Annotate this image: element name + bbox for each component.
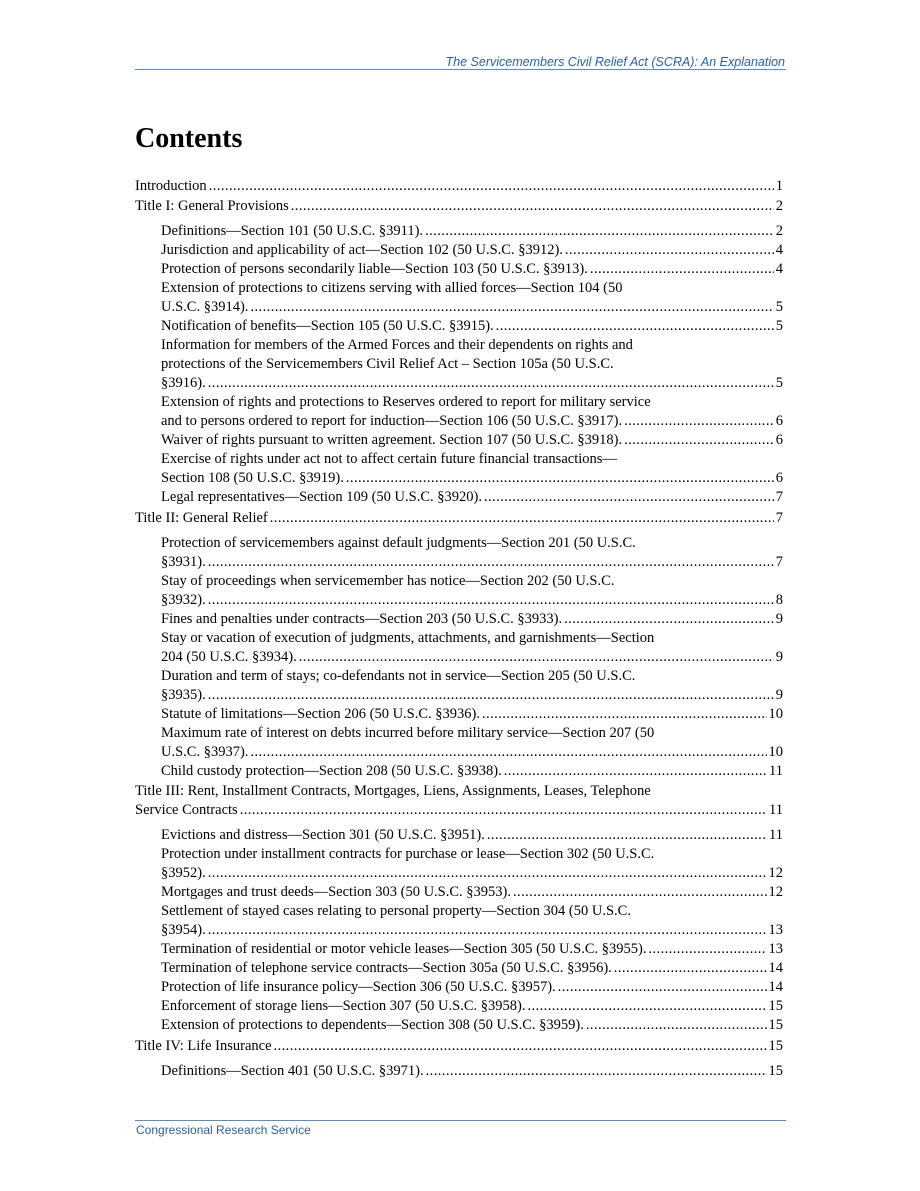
toc-page-number: 5: [775, 299, 783, 315]
toc-entry-text: §3954).: [161, 922, 206, 938]
toc-entry-text: Enforcement of storage liens—Section 307 (50 U.S.C. §3958).: [161, 998, 526, 1014]
toc-section-entry[interactable]: [161, 826, 783, 845]
dot-leader: [208, 686, 774, 705]
toc-section-entry[interactable]: [161, 940, 783, 959]
toc-section-entry[interactable]: [161, 724, 783, 762]
toc-entry-text: U.S.C. §3937).: [161, 743, 249, 760]
toc-page-number: 12: [768, 865, 783, 881]
toc-title-entry[interactable]: [135, 509, 783, 528]
toc-section-entry[interactable]: [161, 959, 783, 978]
dot-leader: [482, 705, 767, 724]
toc-entry-text: Definitions—Section 401 (50 U.S.C. §3971).: [161, 1062, 424, 1079]
toc-page-number: 11: [769, 827, 783, 843]
dot-leader: [208, 374, 774, 393]
dot-leader: [624, 412, 774, 431]
toc-entry-text: Extension of protections to dependents—Section 308 (50 U.S.C. §3959).: [161, 1017, 584, 1033]
toc-entry-text: and to persons ordered to report for induction—Section 106 (50 U.S.C. §3917).: [161, 413, 623, 429]
toc-entry-text: Protection of life insurance policy—Section 306 (50 U.S.C. §3957).: [161, 979, 556, 995]
toc-section-entry[interactable]: [161, 610, 783, 629]
toc-section-entry[interactable]: [161, 705, 783, 724]
dot-leader: [426, 1062, 767, 1081]
toc-section-entry[interactable]: [161, 534, 783, 572]
toc-page-number: 8: [775, 591, 783, 608]
toc-entry-text: Termination of telephone service contracts—Section 305a (50 U.S.C. §3956).: [161, 960, 612, 976]
toc-page-number: 2: [775, 198, 783, 214]
toc-section-entry[interactable]: [161, 393, 783, 431]
toc-page-number: 12: [768, 884, 783, 900]
toc-section-entry[interactable]: [161, 260, 783, 279]
toc-entry-text: Waiver of rights pursuant to written agreement. Section 107 (50 U.S.C. §3918).: [161, 432, 623, 448]
toc-section-entry[interactable]: [161, 997, 783, 1016]
page-title: Contents: [135, 123, 243, 154]
dot-leader: [208, 864, 767, 883]
toc-section-entry[interactable]: [161, 1062, 783, 1081]
dot-leader: [270, 509, 774, 528]
running-header: The Servicemembers Civil Relief Act (SCRA): An Explanation: [445, 55, 785, 69]
toc-entry-text: Exercise of rights under act not to affect certain future financial transactions—: [161, 451, 617, 467]
toc-section-entry[interactable]: [161, 883, 783, 902]
toc-section-entry[interactable]: [161, 978, 783, 997]
toc-section-entry[interactable]: [161, 629, 783, 667]
toc-entry-text: Notification of benefits—Section 105 (50 U.S.C. §3915).: [161, 318, 494, 334]
toc-title-entry[interactable]: [135, 177, 783, 196]
toc-entry-text: §3916).: [161, 375, 206, 391]
toc-page-number: 6: [775, 432, 783, 448]
dot-leader: [586, 1016, 767, 1035]
toc-entry-text: 204 (50 U.S.C. §3934).: [161, 648, 297, 665]
toc-title-entry[interactable]: [135, 782, 783, 820]
toc-section-entry[interactable]: [161, 317, 783, 336]
toc-section-entry[interactable]: [161, 667, 783, 705]
toc-page-number: 11: [769, 802, 783, 818]
dot-leader: [558, 978, 767, 997]
toc-page-number: 15: [768, 1037, 783, 1054]
dot-leader: [624, 431, 774, 450]
toc-page-number: 5: [775, 318, 783, 334]
toc-section-entry[interactable]: [161, 1016, 783, 1035]
toc-entry-text: Termination of residential or motor vehicle leases—Section 305 (50 U.S.C. §3955).: [161, 941, 647, 957]
toc-page-number: 10: [768, 705, 783, 722]
dot-leader: [614, 959, 767, 978]
toc-entry-text: Legal representatives—Section 109 (50 U.S.C. §3920).: [161, 489, 482, 505]
dot-leader: [346, 469, 774, 488]
dot-leader: [590, 260, 774, 279]
dot-leader: [564, 610, 774, 629]
toc-page-number: 15: [768, 1062, 783, 1079]
toc-entry-text: Protection of persons secondarily liable—Section 103 (50 U.S.C. §3913).: [161, 261, 588, 277]
dot-leader: [299, 648, 774, 667]
toc-page-number: 10: [768, 743, 783, 760]
toc-entry-text: Introduction: [135, 177, 207, 194]
dot-leader: [565, 241, 774, 260]
running-footer: Congressional Research Service: [136, 1123, 311, 1137]
toc-entry-text: Title I: General Provisions: [135, 198, 289, 214]
toc-page-number: 9: [775, 648, 783, 665]
toc-section-entry[interactable]: [161, 241, 783, 260]
toc-entry-text: Stay or vacation of execution of judgments, attachments, and garnishments—Section: [161, 629, 655, 646]
toc-section-entry[interactable]: [161, 845, 783, 883]
dot-leader: [208, 553, 774, 572]
toc-entry-text: protections of the Servicemembers Civil Relief Act – Section 105a (50 U.S.C.: [161, 356, 614, 372]
toc-entry-text: Title IV: Life Insurance: [135, 1037, 272, 1054]
toc-entry-text: Definitions—Section 101 (50 U.S.C. §3911).: [161, 223, 424, 239]
toc-page-number: 11: [769, 762, 783, 779]
dot-leader: [487, 826, 767, 845]
toc-entry-text: Extension of protections to citizens serving with allied forces—Section 104 (50: [161, 280, 623, 296]
toc-entry-text: Jurisdiction and applicability of act—Section 102 (50 U.S.C. §3912).: [161, 242, 563, 258]
toc-entry-text: Title III: Rent, Installment Contracts, Mortgages, Liens, Assignments, Leases, Telephone: [135, 783, 651, 799]
toc-section-entry[interactable]: [161, 336, 783, 393]
toc-entry-text: Section 108 (50 U.S.C. §3919).: [161, 470, 344, 486]
dot-leader: [484, 488, 774, 507]
toc-section-entry[interactable]: [161, 572, 783, 610]
footer-rule: [135, 1120, 786, 1121]
dot-leader: [648, 940, 766, 959]
toc-page-number: 9: [775, 686, 783, 703]
toc-page-number: 15: [768, 998, 783, 1014]
toc-entry-text: Settlement of stayed cases relating to personal property—Section 304 (50 U.S.C.: [161, 903, 631, 919]
toc-entry-text: §3931).: [161, 553, 206, 570]
toc-section-entry[interactable]: [161, 431, 783, 450]
dot-leader: [513, 883, 767, 902]
toc-entry-text: Child custody protection—Section 208 (50 U.S.C. §3938).: [161, 762, 502, 779]
toc-section-entry[interactable]: [161, 488, 783, 507]
toc-title-entry[interactable]: [135, 1037, 783, 1056]
dot-leader: [291, 197, 774, 216]
toc-entry-text: §3935).: [161, 686, 206, 703]
toc-page-number: 4: [775, 261, 783, 277]
toc-page-number: 2: [775, 223, 783, 239]
dot-leader: [240, 801, 767, 820]
toc-page-number: 1: [775, 177, 783, 194]
toc-entry-text: Protection under installment contracts for purchase or lease—Section 302 (50 U.S.C.: [161, 846, 655, 862]
toc-page-number: 7: [775, 553, 783, 570]
toc-page-number: 7: [775, 489, 783, 505]
toc-entry-text: Maximum rate of interest on debts incurred before military service—Section 207 (50: [161, 724, 655, 741]
toc-entry-text: Information for members of the Armed Forces and their dependents on rights and: [161, 337, 633, 353]
toc-section-entry[interactable]: [161, 902, 783, 940]
toc-page-number: 6: [775, 413, 783, 429]
dot-leader: [274, 1037, 767, 1056]
toc-entry-text: U.S.C. §3914).: [161, 299, 249, 315]
toc-section-entry[interactable]: [161, 222, 783, 241]
toc-entry-text: Extension of rights and protections to Reserves ordered to report for military service: [161, 394, 651, 410]
toc-section-entry[interactable]: [161, 450, 783, 488]
toc-title-entry[interactable]: [135, 197, 783, 216]
dot-leader: [504, 762, 767, 781]
dot-leader: [209, 177, 774, 196]
toc-page-number: 7: [775, 509, 783, 526]
toc-page-number: 13: [768, 941, 783, 957]
toc-page-number: 4: [775, 242, 783, 258]
toc-page-number: 13: [768, 922, 783, 938]
toc-page-number: 14: [768, 979, 783, 995]
table-of-contents: [135, 175, 783, 1081]
dot-leader: [250, 743, 766, 762]
header-rule: [135, 69, 786, 70]
toc-page-number: 15: [768, 1017, 783, 1033]
dot-leader: [208, 591, 774, 610]
toc-section-entry[interactable]: [161, 279, 783, 317]
toc-entry-text: Statute of limitations—Section 206 (50 U.S.C. §3936).: [161, 705, 480, 722]
toc-page-number: 9: [775, 610, 783, 627]
toc-entry-text: Fines and penalties under contracts—Section 203 (50 U.S.C. §3933).: [161, 610, 563, 627]
toc-page-number: 6: [775, 470, 783, 486]
toc-section-entry[interactable]: [161, 762, 783, 781]
toc-page-number: 5: [775, 375, 783, 391]
toc-entry-text: Service Contracts: [135, 802, 238, 818]
toc-entry-text: §3952).: [161, 865, 206, 881]
dot-leader: [425, 222, 774, 241]
toc-entry-text: Duration and term of stays; co-defendants not in service—Section 205 (50 U.S.C.: [161, 667, 636, 684]
toc-entry-text: §3932).: [161, 591, 206, 608]
dot-leader: [527, 997, 766, 1016]
toc-entry-text: Title II: General Relief: [135, 509, 268, 526]
toc-entry-text: Protection of servicemembers against default judgments—Section 201 (50 U.S.C.: [161, 534, 636, 551]
toc-entry-text: Stay of proceedings when servicemember has notice—Section 202 (50 U.S.C.: [161, 572, 615, 589]
toc-entry-text: Evictions and distress—Section 301 (50 U.S.C. §3951).: [161, 827, 485, 843]
toc-page-number: 14: [768, 960, 783, 976]
toc-entry-text: Mortgages and trust deeds—Section 303 (50 U.S.C. §3953).: [161, 884, 511, 900]
dot-leader: [208, 921, 767, 940]
dot-leader: [496, 317, 774, 336]
dot-leader: [250, 298, 773, 317]
